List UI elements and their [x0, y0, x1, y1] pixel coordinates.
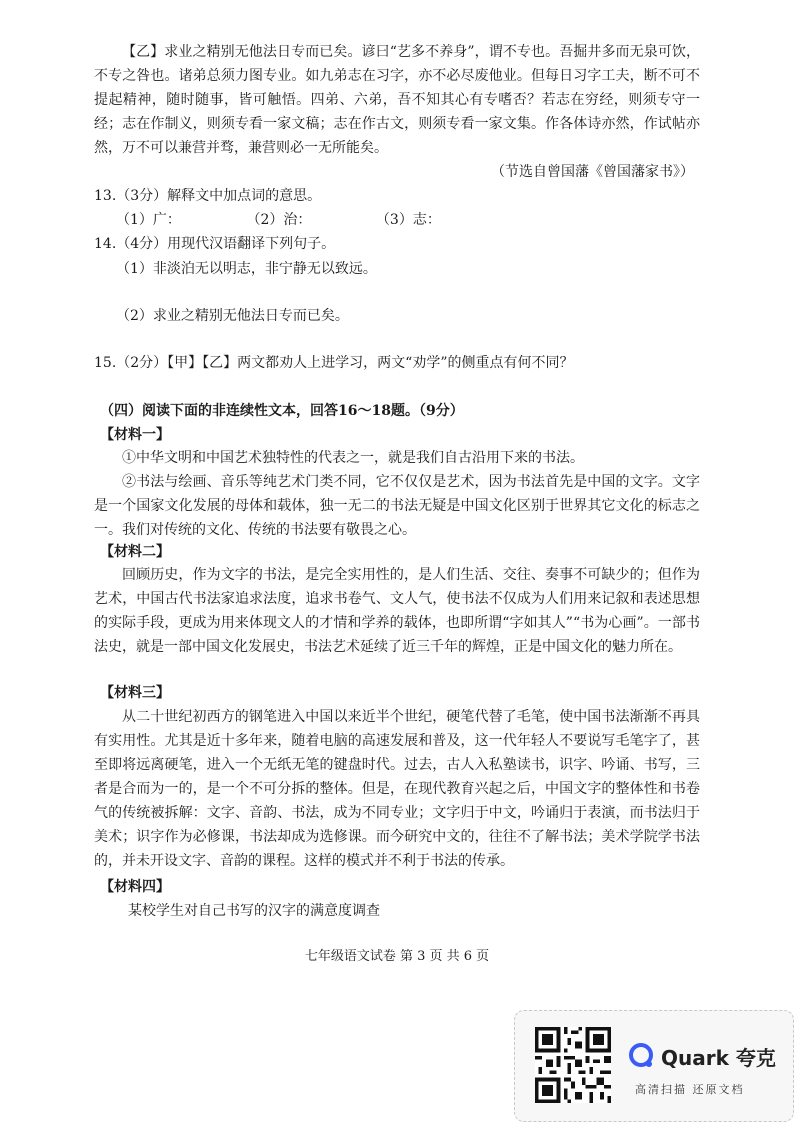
quark-brand: Quark 夸克	[661, 1045, 776, 1070]
qr-code-icon	[535, 1027, 611, 1103]
material-3-para: 从二十世纪初西方的钢笔进入中国以来近半个世纪，硬笔代替了毛笔，使中国书法渐渐不再具有实用性。尤其是近十多年来，随着电脑的高速发展和普及，这一代年轻人不要说写毛笔字了，甚至即将远离硬笔，进入一个无纸无笔的键盘时代。过去，古人入私塾读书，识字、吟诵、书写，三者是合而为一的，是一个不可分拆的整体。但是，在现代教育兴起之后，中国文字的整体性和书卷气的传统被拆解：文字、音韵、书法，成为不同专业；文字归于中文，吟诵归于表演，而书法归于美术；识字作为必修课，书法却成为选修课。而今研究中文的，往往不了解书法；美术学院学书法的，并未开设文字、音韵的课程。这样的模式并不利于书法的传承。	[94, 709, 700, 869]
material-3-label: 【材料三】	[100, 685, 170, 701]
material-1-para-1: ①中华文明和中国艺术独特性的代表之一，就是我们自古沿用下来的书法。	[122, 450, 584, 466]
quark-logo-icon	[629, 1043, 655, 1069]
q14-stem: 14.（4分）用现代汉语翻译下列句子。	[94, 236, 336, 252]
material-4-label: 【材料四】	[100, 879, 170, 895]
q15-stem: 15.（2分）【甲】【乙】两文都劝人上进学习，两文“劝学”的侧重点有何不同？	[94, 355, 574, 371]
q13-items	[116, 209, 441, 231]
material-1-label: 【材料一】	[100, 427, 170, 443]
q13-stem: 13.（3分）解释文中加点词的意思。	[94, 188, 322, 204]
quark-scan-badge	[514, 1010, 794, 1122]
q14-item-1: （1）非淡泊无以明志，非宁静无以致远。	[116, 261, 377, 277]
passage-source: （节选自曾国藩《曾国藩家书》）	[491, 164, 694, 180]
material-4-caption: 某校学生对自己书写的汉字的满意度调查	[128, 903, 380, 919]
page-footer: 七年级语文试卷 第 3 页 共 6 页	[304, 949, 490, 964]
passage-yi: 【乙】求业之精别无他法日专而已矣。谚曰“艺多不养身”，谓不专也。吾掘井多而无泉可饮，不专之咎也。诸弟总须力图专业。如九弟志在习字，亦不必尽废他业。但每日习字工夫，断不可不提起精神，随时随事，皆可触悟。四弟、六弟，吾不知其心有专嗜否？若志在穷经，则须专守一经；志在作制义，则须专看一家文稿；志在作古文，则须专看一家文集。作各体诗亦然，作试帖亦然，万不可以兼营并骛，兼营则必一无所能矣。	[94, 44, 700, 156]
q13-item-3: （3）志：	[375, 212, 441, 228]
material-2-para: 回顾历史，作为文字的书法，是完全实用性的，是人们生活、交往、奏事不可缺少的；但作为艺术，中国古代书法家追求法度，追求书卷气、文人气，使书法不仅成为人们用来记叙和表述思想的实际手段，更成为用来体现文人的才情和学养的载体，也即所谓“字如其人”“书为心画”。一部书法史，就是一部中国文化发展史，书法艺术延续了近三千年的辉煌，正是中国文化的魅力所在。	[94, 567, 700, 655]
q14-item-2: （2）求业之精别无他法日专而已矣。	[116, 308, 349, 324]
q13-item-2: （2）治：	[246, 212, 312, 228]
material-2-label: 【材料二】	[100, 544, 170, 560]
material-1-para-2: ②书法与绘画、音乐等纯艺术门类不同，它不仅仅是艺术，因为书法首先是中国的文字。文字是一个国家文化发展的母体和载体，独一无二的书法无疑是中国文化区别于世界其它文化的标志之一。我们对传统的文化、传统的书法要有敬畏之心。	[94, 474, 700, 538]
quark-slogan: 高清扫描 还原文档	[635, 1083, 745, 1096]
quark-logo	[629, 1041, 776, 1071]
section4-heading: （四）阅读下面的非连续性文本，回答16～18题。（9分）	[100, 403, 464, 419]
q13-item-1: （1）广：	[116, 212, 181, 228]
